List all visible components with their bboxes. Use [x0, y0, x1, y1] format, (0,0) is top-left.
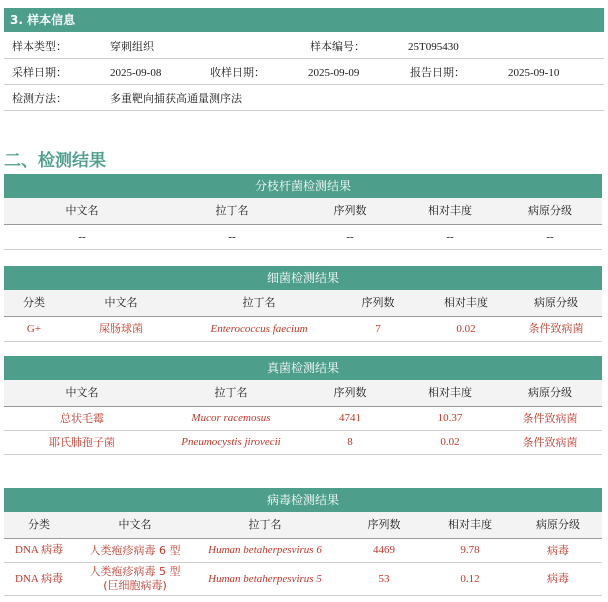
column-header: 相对丰度 [428, 204, 472, 217]
info-value: 2025-09-10 [508, 67, 560, 79]
info-value: 25T095430 [408, 41, 459, 53]
table-cell: 人类疱疹病毒 5 型 (巨细胞病毒) [89, 565, 181, 592]
table-cell: 4741 [339, 412, 361, 424]
column-header: 病原分级 [528, 386, 572, 399]
virus-table-header [4, 512, 602, 539]
table-cell: -- [446, 231, 454, 243]
fungi-table-header [4, 380, 602, 407]
column-header: 序列数 [333, 386, 367, 399]
table-cell: G+ [26, 323, 42, 335]
info-label: 检测方法： [12, 92, 67, 105]
table-cell: 总状毛霉 [60, 412, 104, 425]
column-header: 病原分级 [536, 518, 580, 531]
table-cell: 病毒 [547, 572, 569, 585]
info-label: 收样日期： [210, 66, 265, 79]
table-cell: 8 [347, 436, 353, 448]
column-header: 分类 [28, 518, 50, 531]
table-cell: 0.02 [440, 436, 460, 448]
table-cell: -- [228, 231, 236, 243]
info-value: 2025-09-09 [308, 67, 360, 79]
column-header: 中文名 [104, 296, 138, 309]
info-row-1 [4, 36, 604, 59]
sample-info-title: 3. 样本信息 [4, 8, 604, 32]
table-cell: DNA 病毒 [15, 544, 63, 556]
table-cell: Mucor racemosus [191, 412, 271, 424]
table-cell: -- [346, 231, 354, 243]
column-header: 分类 [23, 296, 45, 309]
table-cell: DNA 病毒 [15, 573, 63, 585]
column-header: 拉丁名 [214, 386, 248, 399]
table-row [4, 407, 602, 431]
table-cell: 条件致病菌 [522, 412, 578, 425]
column-header: 拉丁名 [215, 204, 249, 217]
column-header: 序列数 [367, 518, 401, 531]
table-row [4, 317, 602, 342]
table-cell: 10.37 [437, 412, 463, 424]
info-value: 穿刺组织 [110, 40, 154, 53]
table-cell: -- [546, 231, 554, 243]
column-header: 序列数 [333, 204, 367, 217]
column-header: 相对丰度 [444, 296, 488, 309]
info-row-2 [4, 62, 604, 85]
column-header: 中文名 [118, 518, 152, 531]
table-cell: Human betaherpesvirus 6 [208, 544, 322, 556]
table-cell: 9.78 [460, 544, 480, 556]
table-cell: 条件致病菌 [528, 322, 584, 335]
table-row [4, 539, 602, 563]
table-cell: 7 [375, 323, 381, 335]
bacteria-table-header [4, 290, 602, 317]
column-header: 序列数 [361, 296, 395, 309]
column-header: 拉丁名 [242, 296, 276, 309]
table-row [4, 225, 602, 250]
info-row-3 [4, 88, 604, 111]
table-cell: 耶氏肺孢子菌 [49, 436, 115, 449]
table-row [4, 431, 602, 455]
info-value: 2025-09-08 [110, 67, 162, 79]
bacteria-table-title: 细菌检测结果 [4, 266, 602, 290]
column-header: 相对丰度 [448, 518, 492, 531]
info-label: 采样日期： [12, 66, 67, 79]
info-label: 样本编号： [310, 40, 365, 53]
fungi-table-title: 真菌检测结果 [4, 356, 602, 380]
table-row [4, 563, 602, 596]
info-label: 报告日期： [410, 66, 465, 79]
table-cell: 屎肠球菌 [99, 322, 143, 335]
table-cell: Pneumocystis jirovecii [181, 436, 281, 448]
info-value: 多重靶向捕获高通量测序法 [110, 92, 242, 105]
table-cell: 人类疱疹病毒 6 型 [89, 544, 181, 557]
table-cell: -- [78, 231, 86, 243]
info-label: 样本类型： [12, 40, 67, 53]
mycobacteria-table-title: 分枝杆菌检测结果 [4, 174, 602, 198]
table-cell: Enterococcus faecium [210, 323, 308, 335]
column-header: 中文名 [65, 204, 99, 217]
table-cell: 0.12 [460, 573, 480, 585]
table-cell: 0.02 [456, 323, 476, 335]
column-header: 中文名 [65, 386, 99, 399]
column-header: 相对丰度 [428, 386, 472, 399]
table-cell: Human betaherpesvirus 5 [208, 573, 322, 585]
column-header: 病原分级 [534, 296, 578, 309]
table-cell: 4469 [373, 544, 395, 556]
virus-table-title: 病毒检测结果 [4, 488, 602, 512]
column-header: 病原分级 [528, 204, 572, 217]
table-cell: 53 [378, 573, 390, 585]
mycobacteria-table-header [4, 198, 602, 225]
results-heading: 二、检测结果 [4, 151, 106, 171]
table-cell: 病毒 [547, 544, 569, 557]
column-header: 拉丁名 [248, 518, 282, 531]
table-cell: 条件致病菌 [522, 436, 578, 449]
